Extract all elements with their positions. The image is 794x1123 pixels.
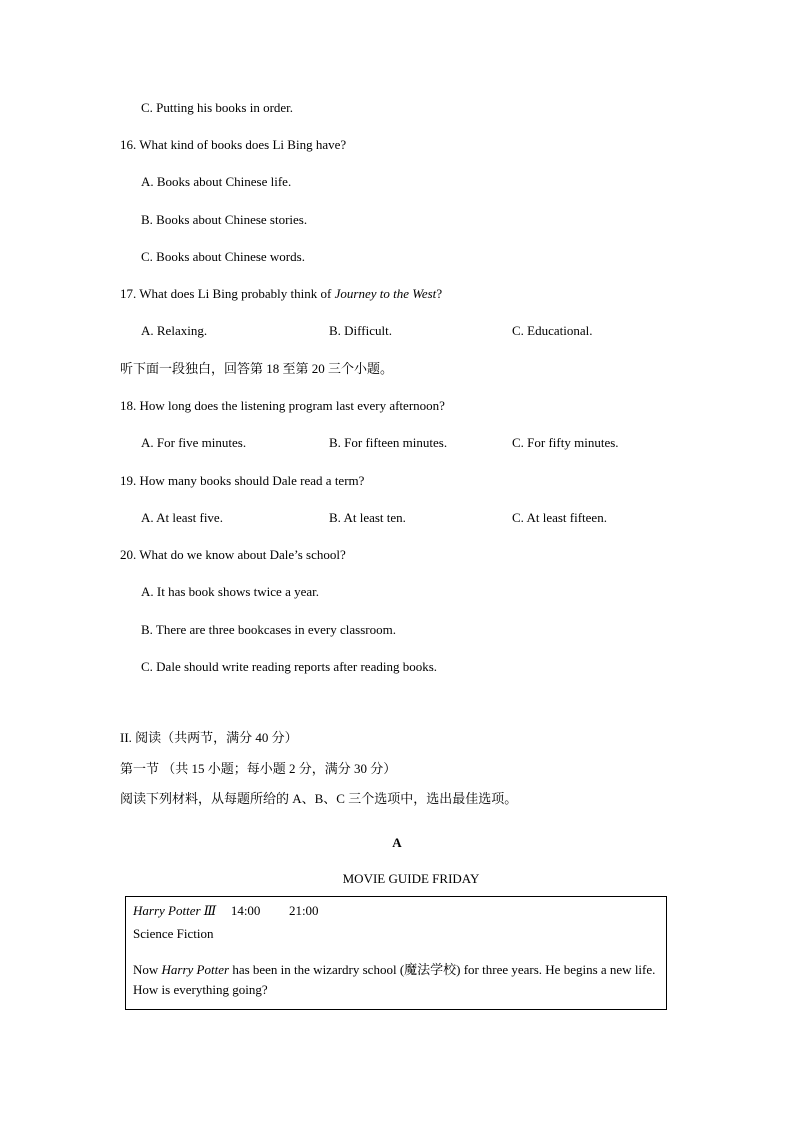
q16-question: 16. What kind of books does Li Bing have? — [120, 137, 347, 152]
q16-option-a: A. Books about Chinese life. — [141, 174, 292, 189]
q17-question-suffix: ? — [436, 286, 443, 301]
q19-option-b: B. At least ten. — [329, 510, 406, 525]
q20-question: 20. What do we know about Dale’s school? — [120, 547, 346, 562]
q19-option-c: C. At least fifteen. — [512, 510, 607, 525]
section-heading: II. 阅读（共两节，满分 40 分） — [120, 730, 298, 745]
section-instruction: 阅读下列材料，从每题所给的 A、B、C 三个选项中，选出最佳选项。 — [120, 791, 518, 806]
q18-option-c: C. For fifty minutes. — [512, 435, 619, 450]
movie-guide-box — [125, 896, 667, 1010]
q18-option-a: A. For five minutes. — [141, 435, 247, 450]
q17-option-c: C. Educational. — [512, 323, 593, 338]
movie-genre: Science Fiction — [133, 926, 214, 941]
movie-description — [133, 960, 663, 1000]
section-part1: 第一节 （共 15 小题；每小题 2 分，满分 30 分） — [120, 761, 397, 776]
movie-title-row — [133, 903, 319, 919]
q16-option-c: C. Books about Chinese words. — [141, 249, 305, 264]
passage-label: A — [392, 835, 402, 850]
q17-question-title: Journey to the West — [334, 286, 437, 301]
q17-option-a: A. Relaxing. — [141, 323, 208, 338]
movie-desc-prefix: Now — [133, 962, 162, 977]
movie-time-1: 14:00 — [230, 903, 261, 918]
q17-question-prefix: 17. What does Li Bing probably think of — [120, 286, 335, 301]
q16-option-b: B. Books about Chinese stories. — [141, 212, 308, 227]
q18-option-b: B. For fifteen minutes. — [329, 435, 448, 450]
q17-option-b: B. Difficult. — [329, 323, 392, 338]
listening-instruction: 听下面一段独白，回答第 18 至第 20 三个小题。 — [120, 361, 394, 376]
movie-title: Harry Potter Ⅲ — [133, 903, 217, 918]
q20-option-a: A. It has book shows twice a year. — [141, 584, 319, 599]
movie-time-2: 21:00 — [288, 903, 319, 918]
q15-option-c: C. Putting his books in order. — [141, 100, 294, 115]
passage-title: MOVIE GUIDE FRIDAY — [342, 871, 480, 886]
q19-question: 19. How many books should Dale read a term? — [120, 473, 365, 488]
q18-question: 18. How long does the listening program last every afternoon? — [120, 398, 445, 413]
movie-desc-rest: has been in the wizardry school (魔法学校) for three years. He begins a new life. How is everything going? — [133, 962, 656, 997]
q20-option-b: B. There are three bookcases in every classroom. — [141, 622, 396, 637]
movie-desc-name: Harry Potter — [161, 962, 230, 977]
q19-option-a: A. At least five. — [141, 510, 223, 525]
q20-option-c: C. Dale should write reading reports after reading books. — [141, 659, 438, 674]
q17-question — [120, 286, 442, 302]
